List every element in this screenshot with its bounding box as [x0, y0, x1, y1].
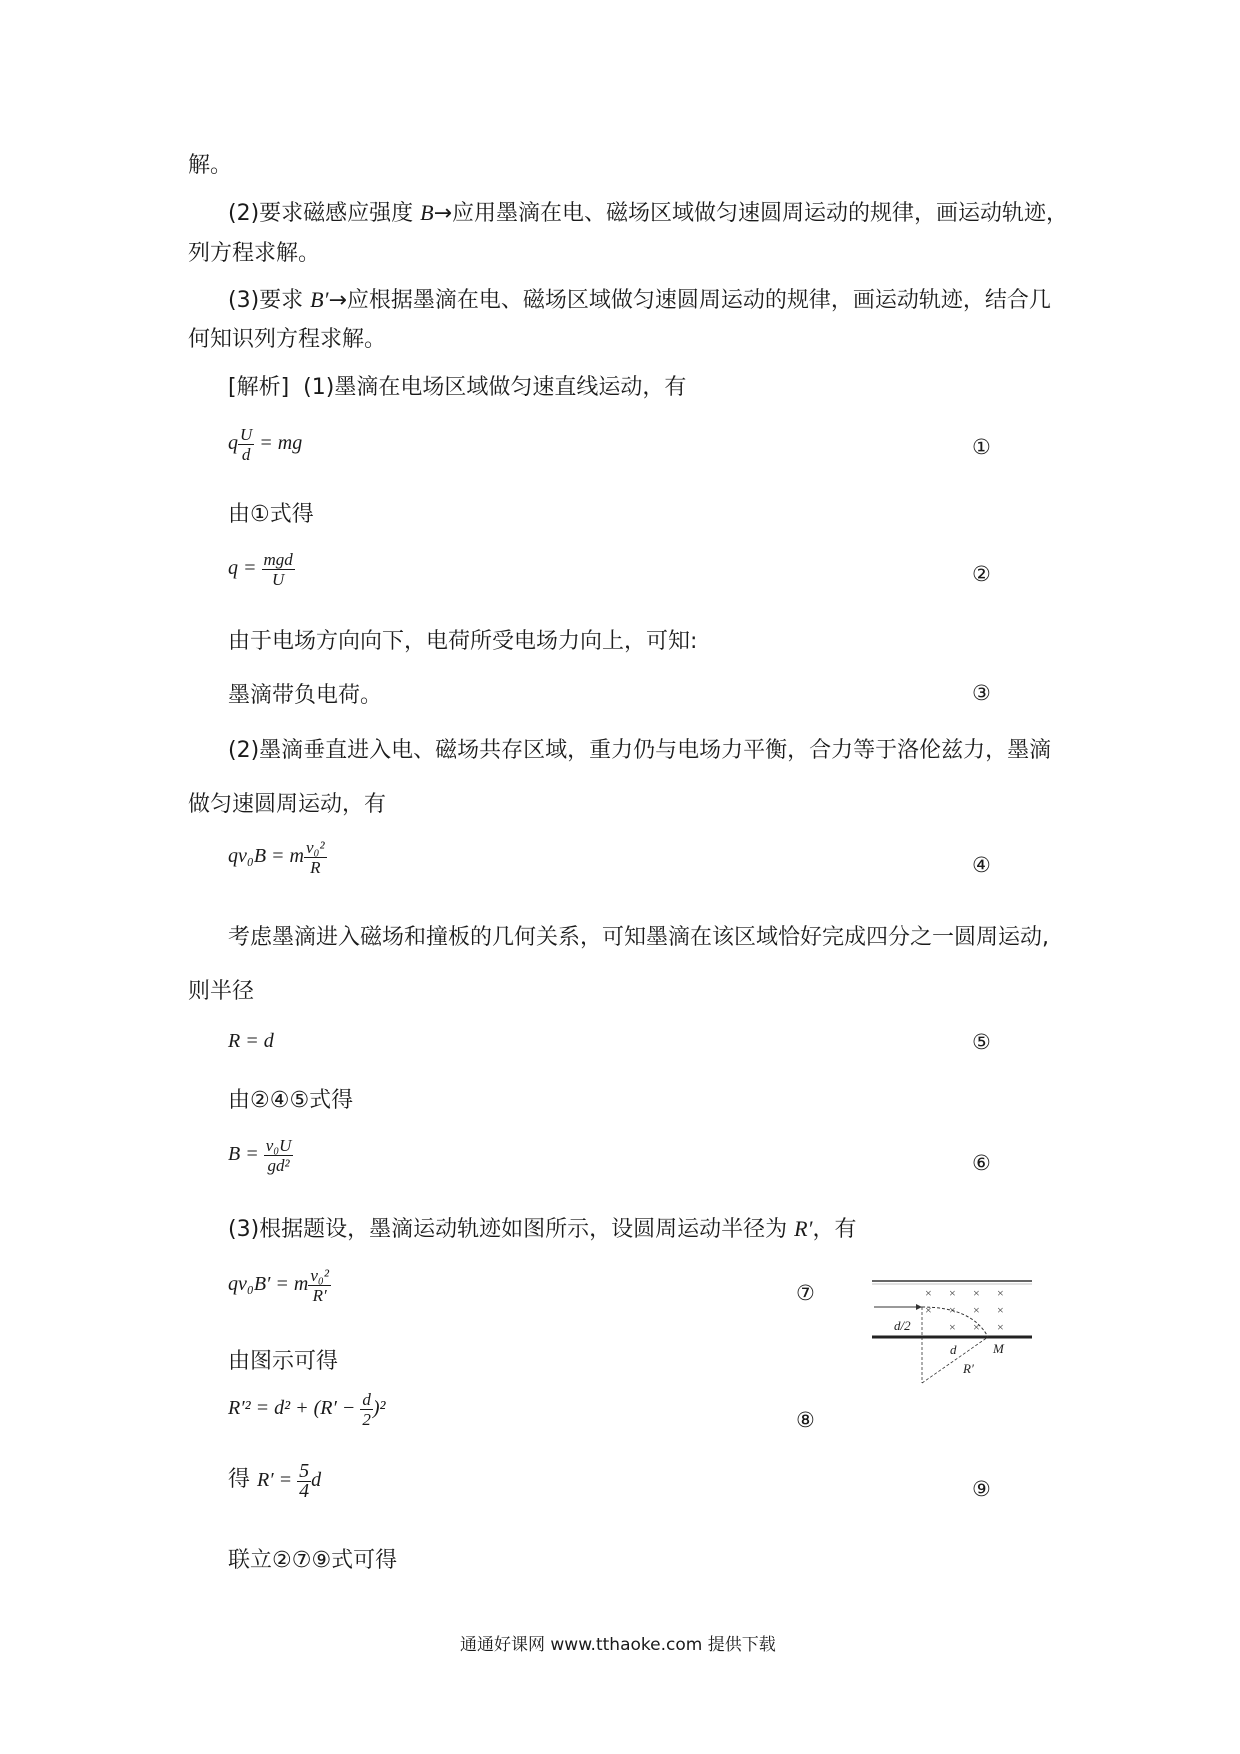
- text-line-15-a: (3)根据题设，墨滴运动轨迹如图所示，设圆周运动半径为: [228, 1217, 795, 1242]
- eq6-pre: B =: [228, 1143, 264, 1166]
- cross: ×: [949, 1303, 956, 1317]
- eq8-pre: R′² = d² + (R′ −: [228, 1397, 361, 1420]
- cross: ×: [997, 1320, 1004, 1334]
- eq9-pre: R′ =: [257, 1469, 298, 1491]
- cross: ×: [925, 1286, 932, 1300]
- text-line-10: (2)墨滴垂直进入电、磁场共存区域，重力仍与电场力平衡，合力等于洛伦兹力，墨滴: [228, 738, 1052, 763]
- equation-4: [228, 838, 327, 877]
- symbol-r-prime: R′: [794, 1216, 813, 1241]
- eq6-fraction: [264, 1136, 294, 1175]
- entry-arrow: [916, 1304, 922, 1310]
- text-line-13: 则半径: [188, 979, 255, 1004]
- equation-6: [228, 1136, 293, 1175]
- text-line-6-b: (1)墨滴在电场区域做匀速直线运动，有: [303, 375, 687, 400]
- page-footer: 通通好课网 www.tthaoke.com 提供下载: [460, 1635, 776, 1655]
- cross: ×: [997, 1303, 1004, 1317]
- text-line-4-c: →应根据墨滴在电、磁场区域做匀速圆周运动的规律，画运动轨迹，结合几: [328, 288, 1051, 313]
- text-line-16: 由图示可得: [228, 1349, 339, 1374]
- text-line-2-a: (2)要求磁感应强度: [228, 201, 421, 226]
- equation-9: [228, 1462, 321, 1501]
- symbol-b-prime: B′: [310, 287, 329, 312]
- text-line-17-a: 得: [228, 1467, 257, 1492]
- eq9-tag: ⑨: [972, 1477, 991, 1501]
- text-line-15: [228, 1212, 856, 1243]
- eq1-post: = mg: [254, 432, 303, 455]
- eq2-num: mgd: [263, 550, 293, 569]
- eq7-num: v₀²: [310, 1266, 329, 1285]
- eq4-tag: ④: [972, 853, 991, 877]
- cross: ×: [949, 1320, 956, 1334]
- label-r-prime: R′: [963, 1361, 974, 1376]
- eq4-pre: qv₀B = m: [228, 845, 304, 868]
- eq2-den: U: [262, 569, 295, 589]
- eq7-pre: qv₀B′ = m: [228, 1273, 309, 1296]
- cross: ×: [973, 1286, 980, 1300]
- eq8-den: 2: [362, 1410, 371, 1429]
- eq9-num: 5: [299, 1460, 310, 1482]
- eq7-fraction: [308, 1266, 331, 1305]
- text-line-7: 由①式得: [228, 502, 314, 527]
- label-m: M: [993, 1341, 1004, 1356]
- text-line-2-c: →应用墨滴在电、磁场区域做匀速圆周运动的规律，画运动轨迹，: [433, 201, 1069, 226]
- eq9-post: d: [311, 1469, 322, 1491]
- text-line-9: 墨滴带负电荷。: [228, 683, 383, 708]
- analysis-label: [解析]: [228, 375, 290, 400]
- text-line-1: 解。: [188, 153, 233, 178]
- eq2-tag: ②: [972, 562, 991, 586]
- text-line-15-c: ，有: [812, 1217, 857, 1242]
- eq9-fraction: [297, 1462, 311, 1501]
- cross: ×: [925, 1303, 932, 1317]
- eq6-den: gd²: [264, 1155, 294, 1175]
- eq5-tag: ⑤: [972, 1030, 991, 1054]
- text-line-5: 何知识列方程求解。: [188, 327, 387, 352]
- text-line-8: 由于电场方向向下，电荷所受电场力向上，可知:: [228, 629, 698, 654]
- eq6-tag: ⑥: [972, 1151, 991, 1175]
- eq2-pre: q =: [228, 557, 262, 580]
- eq8-post: )²: [372, 1397, 386, 1420]
- cross: ×: [997, 1286, 1004, 1300]
- text-line-4: [228, 283, 1051, 314]
- field-crosses: [925, 1286, 1004, 1334]
- symbol-b: B: [420, 200, 434, 225]
- equation-8: [228, 1390, 385, 1429]
- text-line-4-a: (3)要求: [228, 288, 311, 313]
- equation-1: [228, 425, 302, 464]
- equation-2: [228, 550, 295, 589]
- equation-7: [228, 1266, 331, 1305]
- eq6-num: v₀U: [265, 1136, 292, 1155]
- text-line-12: 考虑墨滴进入磁场和撞板的几何关系，可知墨滴在该区域恰好完成四分之一圆周运动,: [228, 925, 1049, 950]
- equation-5: R = d: [228, 1030, 274, 1052]
- eq1-pre: q: [228, 432, 238, 455]
- text-line-11: 做匀速圆周运动，有: [188, 792, 387, 817]
- label-half-d: d/2: [894, 1318, 911, 1333]
- text-line-2: [228, 196, 1068, 227]
- eq1-den: d: [238, 444, 254, 464]
- text-line-14: 由②④⑤式得: [228, 1088, 354, 1113]
- cross: ×: [949, 1286, 956, 1300]
- cross: ×: [973, 1320, 980, 1334]
- eq8-tag: ⑧: [796, 1408, 815, 1432]
- eq7-tag: ⑦: [796, 1281, 815, 1305]
- eq1-tag: ①: [972, 435, 991, 459]
- text-line-18: 联立②⑦⑨式可得: [228, 1548, 398, 1573]
- eq3-tag: ③: [972, 681, 991, 705]
- cross: ×: [973, 1303, 980, 1317]
- label-d: d: [950, 1342, 957, 1357]
- text-line-6: [228, 370, 686, 401]
- eq8-fraction: [360, 1390, 373, 1429]
- eq4-fraction: [304, 838, 327, 877]
- trajectory-figure: [860, 1265, 1040, 1395]
- text-line-3: 列方程求解。: [188, 241, 321, 266]
- eq7-den: R′: [308, 1285, 331, 1305]
- eq4-den: R: [304, 857, 327, 877]
- eq4-num: v₀²: [306, 838, 325, 857]
- eq1-fraction: [238, 425, 254, 464]
- eq1-num: U: [240, 425, 253, 444]
- eq8-num: d: [362, 1390, 371, 1409]
- eq2-fraction: [262, 550, 295, 589]
- eq9-den: 4: [299, 1480, 310, 1502]
